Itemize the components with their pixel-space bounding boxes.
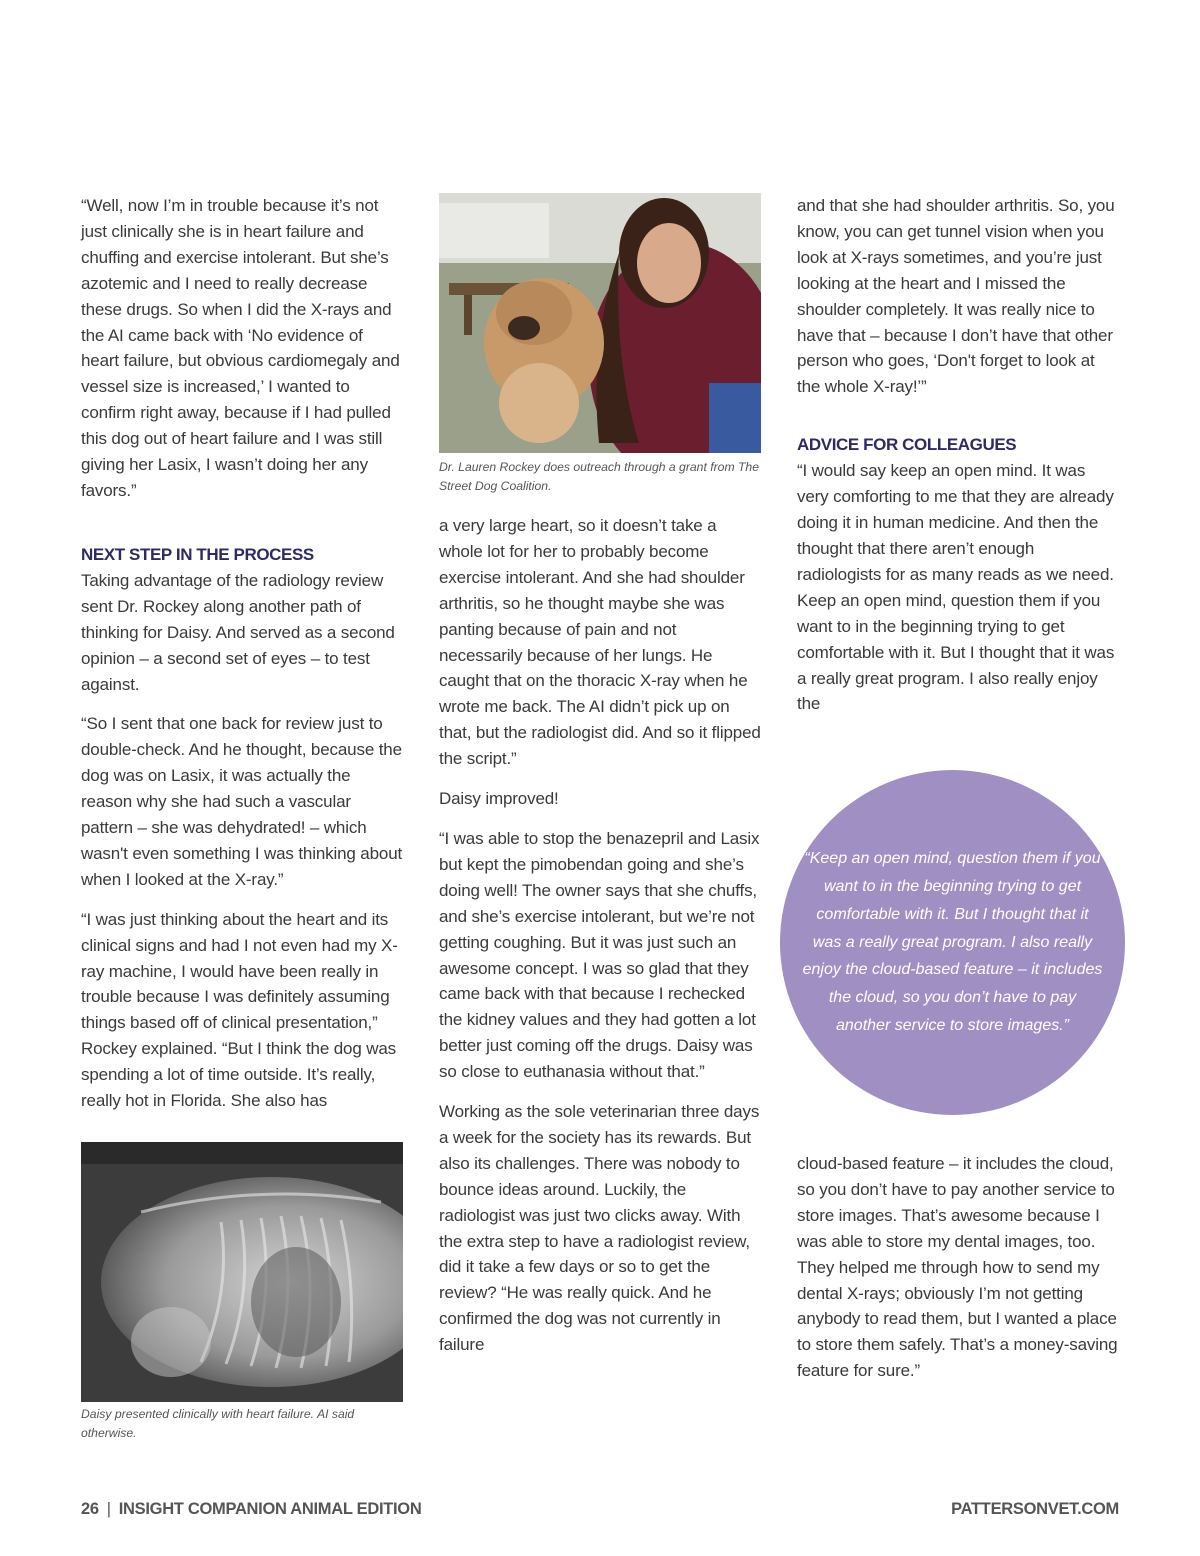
column-1 [81,193,405,1128]
column-2 [439,193,761,496]
body-paragraph: “I was just thinking about the heart and its clinical signs and had I not even had my X-ray machine, I would have been really in trouble because I was definitely assuming things based off of clinical presentation,” Rockey explained. “But I think the dog was spending a lot of time outside. It’s really, really hot in Florida. She also has [81,909,398,1111]
footer-separator: | [106,1500,111,1518]
column-3 [797,193,1119,731]
body-paragraph: cloud-based feature – it includes the cloud, so you don’t have to pay another service to store images. That’s awesome because I was able to store my dental images, too. They helped me through how to send my dental X-rays; obviously I’m not getting anybody to read them, but I wanted a place to store them safely. That’s a money-saving feature for sure.” [797,1154,1118,1381]
xray-caption-block [81,1405,401,1443]
body-paragraph: “Well, now I’m in trouble because it’s not just clinically she is in heart failure and chuffing and exercise intolerant. But she’s azotemic and I need to really decrease these drugs. So when I did the X-rays and the AI came back with ‘No evidence of heart failure, but obvious cardiomegaly and vessel size is increased,’ I wanted to confirm right away, because if I had pulled this dog out of heart failure and I was still giving her Lasix, I wasn’t doing her any favors.” [81,196,400,500]
section-heading-advice: ADVICE FOR COLLEAGUES [797,435,1017,455]
body-paragraph: a very large heart, so it doesn’t take a whole lot for her to probably become exercise intolerant. And she had shoulder arthritis, so he thought maybe she was panting because of pain and not necessarily because of her lungs. He caught that on the thoracic X-ray when he wrote me back. The AI didn’t pick up on that, but the radiologist did. And so it flipped the script.” [439,516,761,769]
footer-left [81,1500,421,1519]
xray-image [81,1142,403,1402]
xray-illustration [81,1142,403,1402]
column-3-continued [797,1151,1119,1398]
body-paragraph: Daisy improved! [439,789,559,809]
section-heading-next-step: NEXT STEP IN THE PROCESS [81,544,314,564]
pull-quote-circle [780,770,1125,1115]
photo-doctor-with-puppy [439,193,761,453]
body-paragraph: “So I sent that one back for review just to double-check. And he thought, because the dog was on Lasix, it was actually the reason why she had such a vascular pattern – she was dehydrated! – which wasn't even something I was thinking about when I looked at the X-ray.” [81,714,403,889]
page-footer [81,1500,1119,1524]
publication-name: INSIGHT COMPANION ANIMAL EDITION [118,1500,422,1518]
body-paragraph: “I would say keep an open mind. It was very comforting to me that they are already doing it in human medicine. And then the thought that there aren’t enough radiologists for as many reads as we need. Keep an open mind, question them if you want to in the beginning trying to get comfortable with it. But I thought that it was a really great program. I also really enjoy the [797,461,1115,714]
body-paragraph: Taking advantage of the radiology review sent Dr. Rockey along another path of thinking for Daisy. And served as a second opinion – a second set of eyes – to test against. [81,570,395,694]
body-paragraph: and that she had shoulder arthritis. So, you know, you can get tunnel vision when you look at X-rays sometimes, and you’re just looking at the heart and I missed the shoulder completely. It was really nice to have that – because I don’t have that other person who goes, ‘Don't forget to look at the whole X-ray!’” [797,196,1115,397]
page-number: 26 [81,1500,99,1518]
column-2-body [439,513,761,1372]
photo-caption: Dr. Lauren Rockey does outreach through a grant from The Street Dog Coalition. [439,460,759,493]
website-link[interactable]: PATTERSONVET.COM [951,1500,1119,1518]
photo-illustration [439,193,761,453]
pull-quote-text: “Keep an open mind, question them if you want to in the beginning trying to get comfortable with it. But I thought that it was a really great program. I also really enjoy the cloud-based feature – it includes the cloud, so you don’t have to pay another service to store images.” [802,850,1103,1034]
xray-caption: Daisy presented clinically with heart failure. AI said otherwise. [81,1407,355,1440]
body-paragraph: Working as the sole veterinarian three days a week for the society has its rewards. But also its challenges. There was nobody to bounce ideas around. Luckily, the radiologist was just two clicks away. With the extra step to have a radiologist review, did it take a few days or so to get the review? “He was really quick. And he confirmed the dog was not currently in failure [439,1102,760,1355]
body-paragraph: “I was able to stop the benazepril and Lasix but kept the pimobendan going and she’s doing well! The owner says that she chuffs, and she’s exercise intolerant, but we’re not getting coughing. But it was just such an awesome concept. I was so glad that they came back with that because I rechecked the kidney values and they had gotten a lot better just coming off the drugs. Daisy was so close to euthanasia without that.” [439,828,760,1082]
